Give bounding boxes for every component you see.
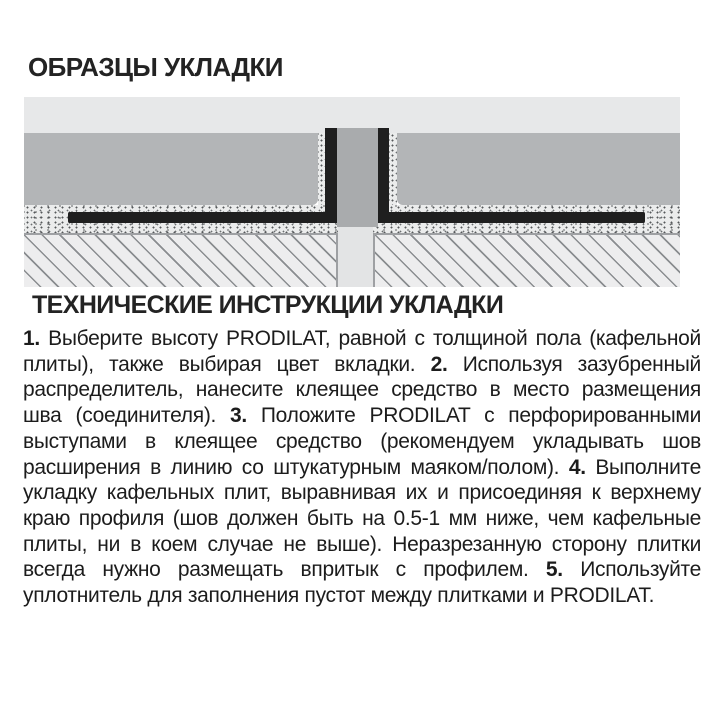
substrate-left <box>24 233 338 287</box>
page-title: ОБРАЗЦЫ УКЛАДКИ <box>28 52 283 82</box>
instruction-step-text: Выполните укладку кафельных плит, выравнивая их и присоединяя к верхнему краю профиля (шов должен быть на 0.5-1 мм ниже, чем кафельные плиты, ни в коем случае не выше). Неразрезанную сторону плитки всегда нужно размещать впритык с профилем. <box>23 455 701 582</box>
profile-anchor-leg-right <box>378 212 645 223</box>
substrate-right <box>373 233 680 287</box>
profile-side-wall-left <box>325 128 337 223</box>
instruction-step-number: 2. <box>430 352 448 376</box>
adhesive-strip-right <box>389 133 397 205</box>
profile-anchor-leg-left <box>68 212 337 223</box>
instruction-step-number: 1. <box>23 327 40 350</box>
joint-insert <box>337 128 378 227</box>
tile-left <box>24 133 318 205</box>
instruction-step-text: Положите PRODILAT с перфорированными выступами в клеящее средство (рекомендуем укладывать шов расширения в линию со штукатурным маяком/полом). <box>23 404 701 479</box>
section-title: ТЕХНИЧЕСКИЕ ИНСТРУКЦИИ УКЛАДКИ <box>32 291 504 319</box>
instruction-step-number: 3. <box>230 404 247 428</box>
instruction-step-number: 4. <box>568 455 586 479</box>
instruction-step-number: 5. <box>545 558 563 582</box>
adhesive-strip-left <box>318 133 325 205</box>
instruction-step-text: Используя зазубренный распределитель, нанесите клеящее средство в место размещения шва (соединителя). <box>23 352 701 428</box>
tile-right <box>397 133 680 205</box>
substrate-expansion-gap <box>338 227 373 287</box>
instruction-step-text: Выберите высоту PRODILAT, равной с толщиной пола (кафельной плиты), также выбирая цвет вкладки. <box>23 327 701 376</box>
instruction-step-text: Используйте уплотнитель для заполнения пустот между плитками и PRODILAT. <box>23 558 702 608</box>
instructions-paragraph <box>23 326 701 609</box>
installation-cross-section-diagram <box>24 97 680 287</box>
profile-side-wall-right <box>378 128 389 223</box>
